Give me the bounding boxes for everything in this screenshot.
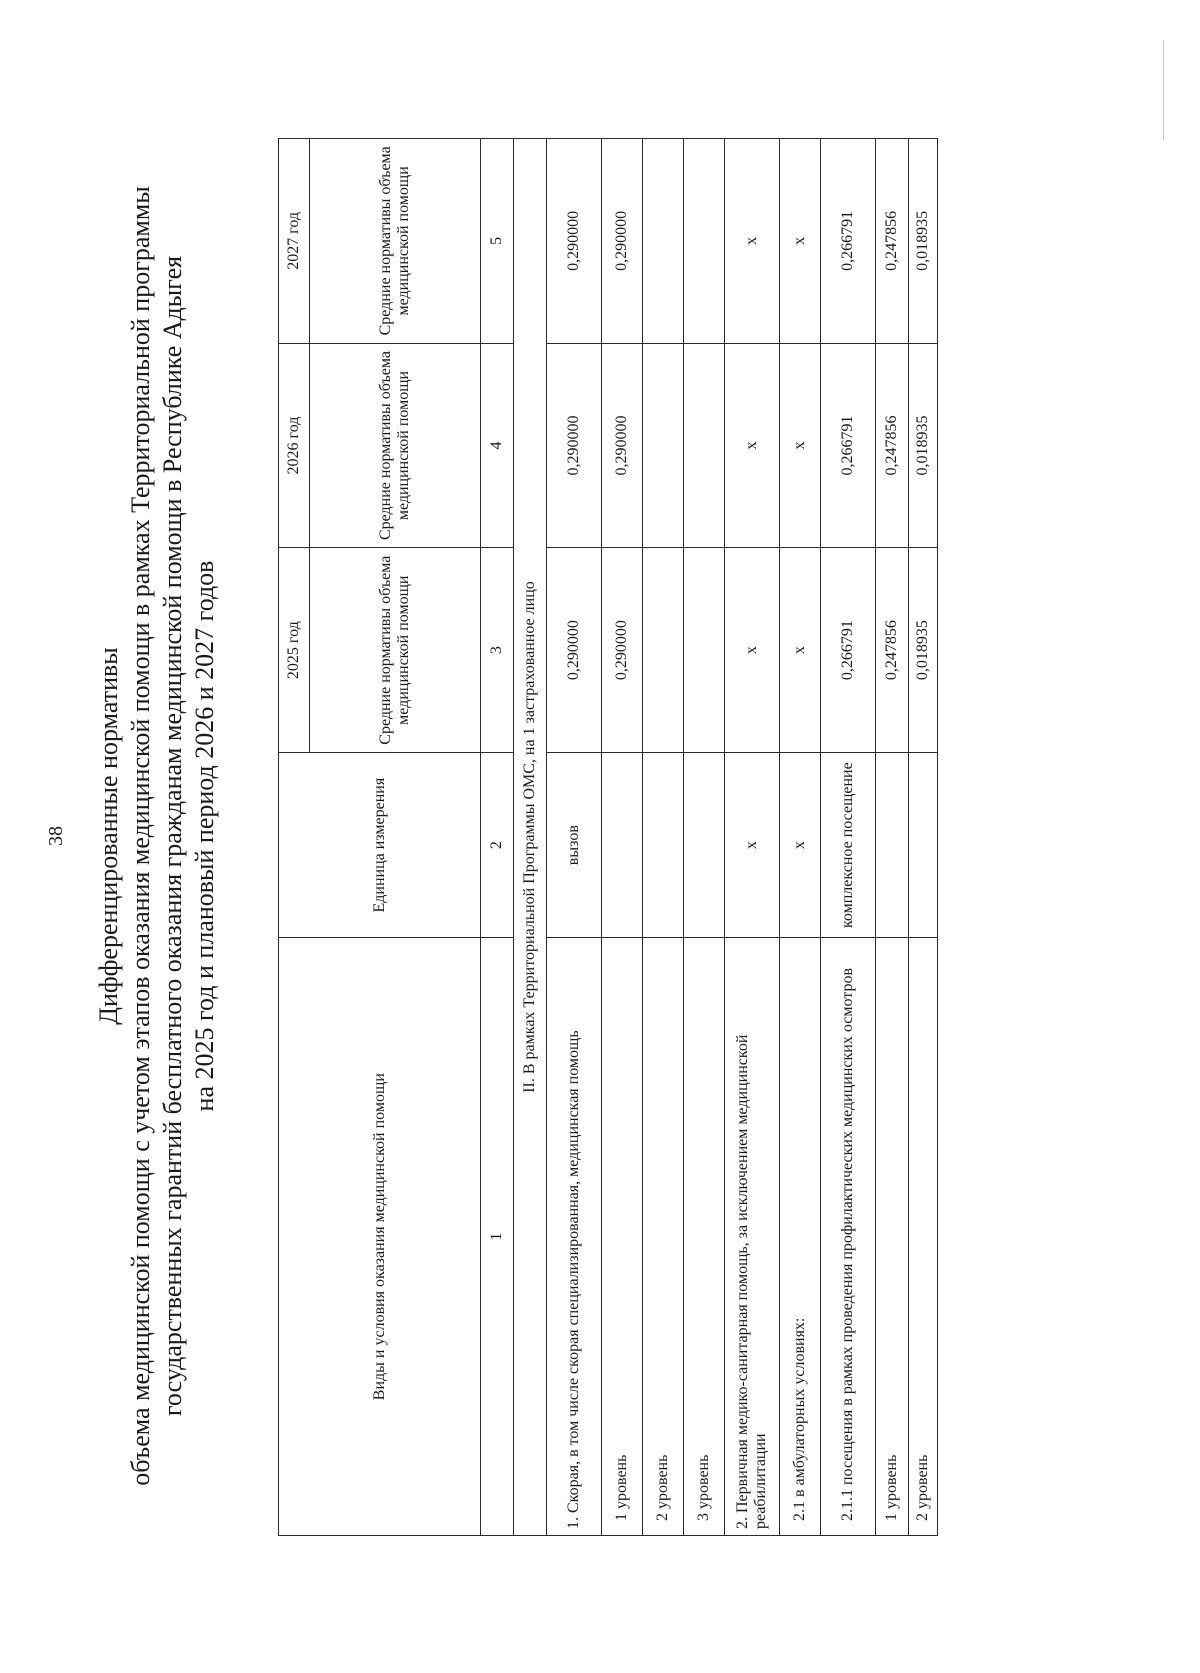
- title-line-1: Дифференцированные нормативы: [94, 647, 123, 1025]
- row-value-2026: 0,266791: [821, 343, 876, 548]
- row-value-2027: х: [780, 139, 821, 344]
- title-line-2: объема медицинской помощи с учетом этапов оказания медицинской помощи в рамках Территориальной программы: [126, 186, 155, 1486]
- header-norm-2026: Средние нормативы объема медицинской помощи: [310, 343, 481, 548]
- row-unit: [684, 753, 725, 938]
- row-value-2025: 0,290000: [602, 548, 643, 753]
- row-value-2026: 0,247856: [876, 343, 909, 548]
- table-row: [780, 139, 821, 1536]
- row-value-2026: х: [780, 343, 821, 548]
- row-name: 3 уровень: [684, 938, 725, 1536]
- row-value-2026: [643, 343, 684, 548]
- column-number: 1: [481, 938, 514, 1536]
- row-unit: комплексное посещение: [821, 753, 876, 938]
- row-value-2025: х: [780, 548, 821, 753]
- table-row: [909, 139, 938, 1536]
- row-name: 2. Первичная медико-санитарная помощь, за исключением медицинской реабилитации: [725, 938, 780, 1536]
- row-name: 1 уровень: [602, 938, 643, 1536]
- header-norm-2025: Средние нормативы объема медицинской помощи: [310, 548, 481, 753]
- column-number: 5: [481, 139, 514, 344]
- row-unit: [909, 753, 938, 938]
- table-row: [643, 139, 684, 1536]
- row-value-2025: 0,266791: [821, 548, 876, 753]
- row-name: 2 уровень: [643, 938, 684, 1536]
- row-value-2027: 0,290000: [547, 139, 602, 344]
- row-unit: [602, 753, 643, 938]
- table-row: [602, 139, 643, 1536]
- header-year-2025: 2025 год: [279, 548, 310, 753]
- row-value-2025: 0,247856: [876, 548, 909, 753]
- row-value-2025: 0,018935: [909, 548, 938, 753]
- row-value-2026: [684, 343, 725, 548]
- title-line-3: государственных гарантий бесплатного оказания гражданам медицинской помощи в Республике Адыгея: [158, 255, 187, 1417]
- row-value-2027: 0,018935: [909, 139, 938, 344]
- row-name: 1 уровень: [876, 938, 909, 1536]
- row-unit: [643, 753, 684, 938]
- row-value-2027: [684, 139, 725, 344]
- row-value-2026: 0,018935: [909, 343, 938, 548]
- row-name: 2 уровень: [909, 938, 938, 1536]
- rotated-page: [35, 31, 1165, 1641]
- row-value-2026: 0,290000: [547, 343, 602, 548]
- row-name: 2.1.1 посещения в рамках проведения профилактических медицинских осмотров: [821, 938, 876, 1536]
- row-value-2027: 0,247856: [876, 139, 909, 344]
- row-value-2027: 0,266791: [821, 139, 876, 344]
- row-value-2025: х: [725, 548, 780, 753]
- column-number: 3: [481, 548, 514, 753]
- row-value-2027: х: [725, 139, 780, 344]
- row-unit: [876, 753, 909, 938]
- row-value-2025: [684, 548, 725, 753]
- row-name: 1. Скорая, в том числе скорая специализированная, медицинская помощь: [547, 938, 602, 1536]
- row-value-2025: 0,290000: [547, 548, 602, 753]
- row-value-2025: [643, 548, 684, 753]
- row-unit: х: [725, 753, 780, 938]
- row-value-2027: 0,290000: [602, 139, 643, 344]
- table-row: [876, 139, 909, 1536]
- header-year-2027: 2027 год: [279, 139, 310, 344]
- row-value-2027: [643, 139, 684, 344]
- header-unit: Единица измерения: [279, 753, 481, 938]
- table-row: [547, 139, 602, 1536]
- column-number: 2: [481, 753, 514, 938]
- header-types: Виды и условия оказания медицинской помощи: [279, 938, 481, 1536]
- row-name: 2.1 в амбулаторных условиях:: [780, 938, 821, 1536]
- title-line-4: на 2025 год и плановый период 2026 и 2027 годов: [190, 560, 219, 1112]
- row-unit: вызов: [547, 753, 602, 938]
- table-row: [684, 139, 725, 1536]
- document-title: [93, 31, 221, 1641]
- row-value-2026: 0,290000: [602, 343, 643, 548]
- norms-table: [278, 138, 938, 1536]
- section-title: II. В рамках Территориальной Программы ОМС, на 1 застрахованное лицо: [514, 139, 547, 1536]
- column-number: 4: [481, 343, 514, 548]
- table-row: [821, 139, 876, 1536]
- row-unit: х: [780, 753, 821, 938]
- header-year-2026: 2026 год: [279, 343, 310, 548]
- table-row: [725, 139, 780, 1536]
- page-number: 38: [45, 826, 67, 846]
- header-norm-2027: Средние нормативы объема медицинской помощи: [310, 139, 481, 344]
- row-value-2026: х: [725, 343, 780, 548]
